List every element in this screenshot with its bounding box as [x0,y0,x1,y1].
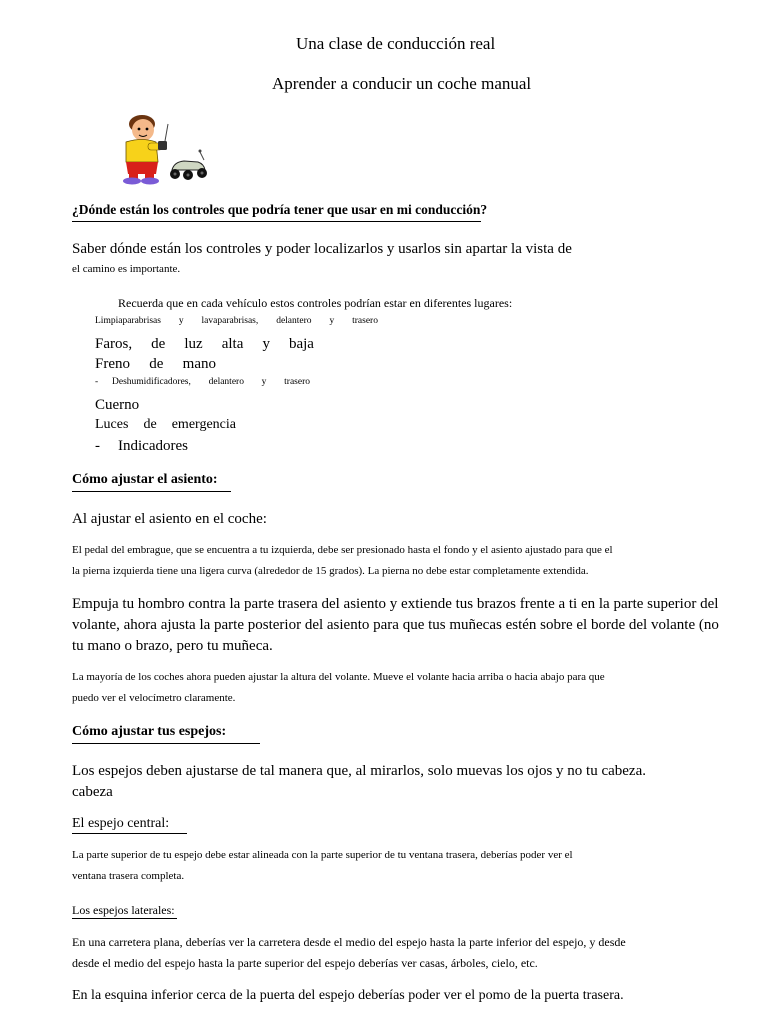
mirrors-heading: Cómo ajustar tus espejos: [72,724,227,739]
central-mirror-line1: La parte superior de tu espejo debe estar alineada con la parte superior de tu ventana trasera, deberías poder ver el [72,849,573,861]
document-title: Una clase de conducción real [296,34,496,53]
word: y [261,377,267,387]
seat-paragraph-1-line2: la pierna izquierda tiene una ligera curva (alrededor de 15 grados). La pierna no debe estar completamente extendida. [72,565,589,577]
word: trasero [284,377,310,387]
control-item-hazard-lights [95,417,236,433]
controls-heading: ¿Dónde están los controles que podría tener que usar en mi conducción? [72,202,488,217]
word: Luces [95,417,129,432]
mirrors-heading-underline [72,743,260,744]
word: baja [288,336,314,352]
seat-heading-underline [72,491,231,492]
word: y [262,336,270,352]
word: alta [221,336,244,352]
central-mirror-heading: El espejo central: [72,816,170,831]
mirrors-final-line: En la esquina inferior cerca de la puerta del espejo deberías poder ver el pomo de la puerta trasera. [72,988,624,1003]
mirrors-intro-line2: cabeza [72,784,113,800]
seat-paragraph-1-line1: El pedal del embrague, que se encuentra a tu izquierda, debe ser presionado hasta el fondo y el asiento ajustado para que el [72,544,613,556]
side-mirrors-line1: En una carretera plana, deberías ver la carretera desde el medio del espejo hasta la parte inferior del espejo, y desde [72,935,626,949]
control-item-horn: Cuerno [95,397,140,413]
word: de [143,417,157,432]
mirrors-intro-line1: Los espejos deben ajustarse de tal manera que, al mirarlos, solo muevas los ojos y no tu cabeza. [72,763,646,779]
word: luz [184,336,203,352]
word: y [178,316,184,326]
side-mirrors-heading: Los espejos laterales: [72,903,175,917]
control-item-indicators-dash: - [95,438,100,454]
word: trasero [352,316,378,326]
central-mirror-heading-underline [72,833,187,834]
word: delantero [276,316,312,326]
seat-paragraph-2-line3: tu mano o brazo, pero tu muñeca. [72,638,273,654]
side-mirrors-heading-underline [72,918,177,919]
word: lavaparabrisas, [201,316,259,326]
control-item-demist-dash: - [95,377,99,387]
seat-paragraph-2-line2: volante, ahora ajusta la parte posterior del asiento para que tus muñecas estén sobre el borde del volante (no [72,617,719,633]
control-item-lights [95,336,314,353]
boy-with-remote-control-car-icon [112,112,212,188]
word: delantero [208,377,244,387]
controls-heading-underline [72,221,481,222]
word: emergencia [171,417,236,432]
controls-reminder: Recuerda que en cada vehículo estos controles podrían estar en diferentes lugares: [118,296,513,310]
side-mirrors-line2: desde el medio del espejo hasta la parte superior del espejo deberías ver casas, árboles, cielo, etc. [72,956,538,970]
controls-intro-line2: el camino es importante. [72,263,181,275]
word: y [329,316,335,326]
control-item-wipers [95,316,378,326]
word: mano [182,356,216,372]
word: Faros, [95,336,133,352]
document-subtitle: Aprender a conducir un coche manual [272,74,532,93]
control-item-handbrake [95,356,216,373]
word: de [151,336,166,352]
central-mirror-line2: ventana trasera completa. [72,870,185,882]
seat-paragraph-3-line1: La mayoría de los coches ahora pueden ajustar la altura del volante. Mueve el volante hacia arriba o hacia abajo para que [72,671,605,683]
controls-intro-line1: Saber dónde están los controles y poder localizarlos y usarlos sin apartar la vista de [72,241,572,257]
control-item-demisters [112,377,310,387]
seat-paragraph-3-line2: puedo ver el velocímetro claramente. [72,692,236,704]
word: de [149,356,164,372]
word: Freno [95,356,130,372]
word: Deshumidificadores, [112,377,191,387]
seat-intro: Al ajustar el asiento en el coche: [72,511,267,527]
seat-heading: Cómo ajustar el asiento: [72,472,218,487]
control-item-indicators: Indicadores [118,438,188,454]
word: Limpiaparabrisas [95,316,161,326]
seat-paragraph-2-line1: Empuja tu hombro contra la parte trasera del asiento y extiende tus brazos frente a ti en la parte superior del [72,596,719,612]
